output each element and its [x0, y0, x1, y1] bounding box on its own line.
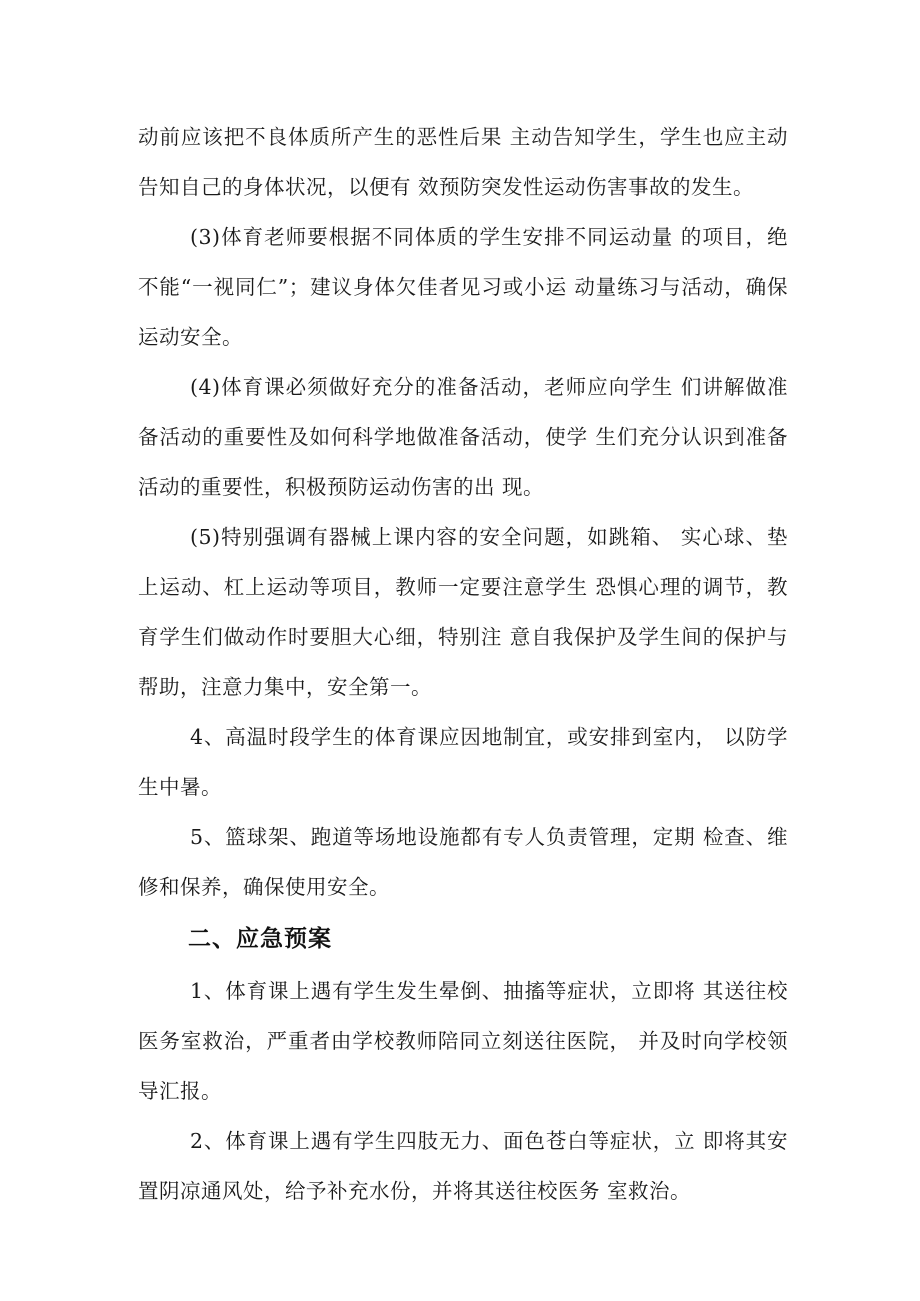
paragraph-continuation: 动前应该把不良体质所产生的恶性后果 主动告知学生，学生也应主动告知自己的身体状况，以便有 效预防突发性运动伤害事故的发生。: [138, 125, 788, 199]
paragraph-emergency-2: 2、体育课上遇有学生四肢无力、面色苍白等症状，立 即将其安置阴凉通风处，给予补充水份，并将其送往校医务 室救治。: [138, 1129, 788, 1203]
document-page: [138, 112, 788, 1216]
paragraph-item-3: (3)体育老师要根据不同体质的学生安排不同运动量 的项目，绝不能“一视同仁”；建议身体欠佳者见习或小运 动量练习与活动，确保运动安全。: [138, 225, 788, 349]
paragraph-emergency-1: 1、体育课上遇有学生发生晕倒、抽搐等症状，立即将 其送往校医务室救治，严重者由学校教师陪同立刻送往医院， 并及时向学校领导汇报。: [138, 979, 788, 1103]
paragraph-rule-4: 4、高温时段学生的体育课应因地制宜，或安排到室内， 以防学生中暑。: [138, 725, 788, 799]
paragraph-rule-5: 5、篮球架、跑道等场地设施都有专人负责管理，定期 检查、维修和保养，确保使用安全。: [138, 825, 788, 899]
paragraph-item-5: (5)特别强调有器械上课内容的安全问题，如跳箱、 实心球、垫上运动、杠上运动等项目，教师一定要注意学生 恐惧心理的调节，教育学生们做动作时要胆大心细，特别注 意自我保护及学生间的保护与帮助，注意力集中，安全第一。: [138, 525, 788, 699]
paragraph-item-4: (4)体育课必须做好充分的准备活动，老师应向学生 们讲解做准备活动的重要性及如何科学地做准备活动，使学 生们充分认识到准备活动的重要性，积极预防运动伤害的出 现。: [138, 375, 788, 499]
section-heading-emergency-plan: 二、应急预案: [188, 926, 332, 952]
